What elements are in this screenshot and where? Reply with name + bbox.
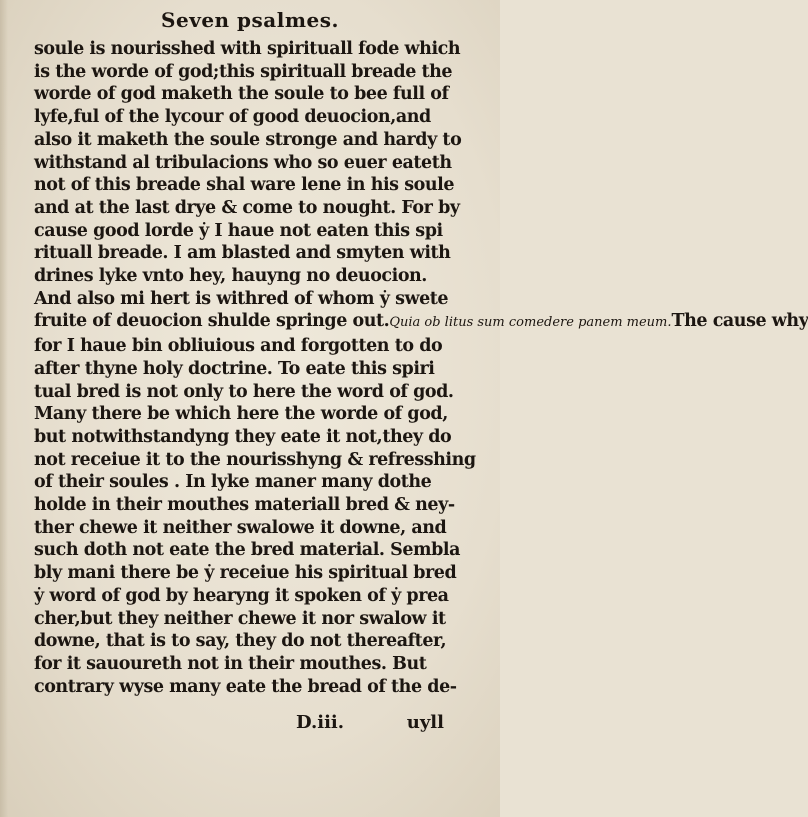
text-line: contrary wyse many eate the bread of the de- [34, 676, 457, 697]
latin-quotation: Quia ob litus sum comedere panem meum. [389, 315, 672, 331]
text-line: withstand al tribulacions who so euer eateth [34, 152, 452, 173]
text-line-end: The cause why [671, 311, 808, 332]
text-line-start: fruite of deuocion shulde springe out. [34, 311, 390, 332]
text-line: cause good lorde ẏ I haue not eaten this spi [34, 220, 443, 241]
text-line: Many there be which here the worde of god, [34, 404, 448, 425]
text-line: ẏ word of god by hearyng it spoken of ẏ prea [34, 585, 449, 606]
text-line: soule is nourisshed with spirituall fode which [34, 39, 461, 59]
catchword: uyll [406, 712, 444, 733]
text-line: for it sauoureth not in their mouthes. But [34, 653, 427, 674]
page-edge-shadow [0, 0, 8, 817]
text-line: of their soules . In lyke maner many dothe [34, 472, 432, 493]
text-line: also it maketh the soule stronge and hardy to [34, 129, 462, 150]
text-line: downe, that is to say, they do not thereafter, [34, 631, 447, 652]
text-line: ther chewe it neither swalowe it downe, and [34, 517, 447, 538]
text-line: holde in their mouthes materiall bred & ney- [34, 495, 455, 516]
page-footer [34, 712, 444, 738]
text-line: but notwithstandyng they eate it not,they do [34, 426, 452, 447]
text-line: is the worde of god;this spirituall breade the [34, 61, 453, 82]
text-line: for I haue bin obliuious and forgotten to do [34, 336, 443, 357]
text-line: drines lyke vnto hey, hauyng no deuocion. [34, 266, 427, 287]
text-line: bly mani there be ẏ receiue his spiritual bred [34, 563, 457, 584]
text-line: not receiue it to the nourisshyng & refresshing [34, 449, 476, 470]
text-line: tual bred is not only to here the word of god. [34, 381, 454, 402]
text-line: rituall breade. I am blasted and smyten with [34, 243, 451, 264]
text-line: worde of god maketh the soule to bee full of [34, 84, 449, 105]
text-line: lyfe,ful of the lycour of good deuocion,and [34, 107, 431, 128]
text-line: And also mi hert is withred of whom ẏ swete [34, 288, 449, 309]
text-line: cher,but they neither chewe it nor swalow it [34, 608, 446, 629]
text-line [34, 310, 808, 335]
running-head: Seven psalmes. [161, 8, 339, 32]
body-text [34, 38, 808, 698]
text-line: such doth not eate the bred material. Sembla [34, 540, 460, 561]
text-line: and at the last drye & come to nought. For by [34, 197, 460, 218]
text-line: after thyne holy doctrine. To eate this spiri [34, 358, 435, 379]
signature-mark: D.iii. [296, 712, 345, 733]
text-line: not of this breade shal ware lene in his soule [34, 175, 455, 196]
